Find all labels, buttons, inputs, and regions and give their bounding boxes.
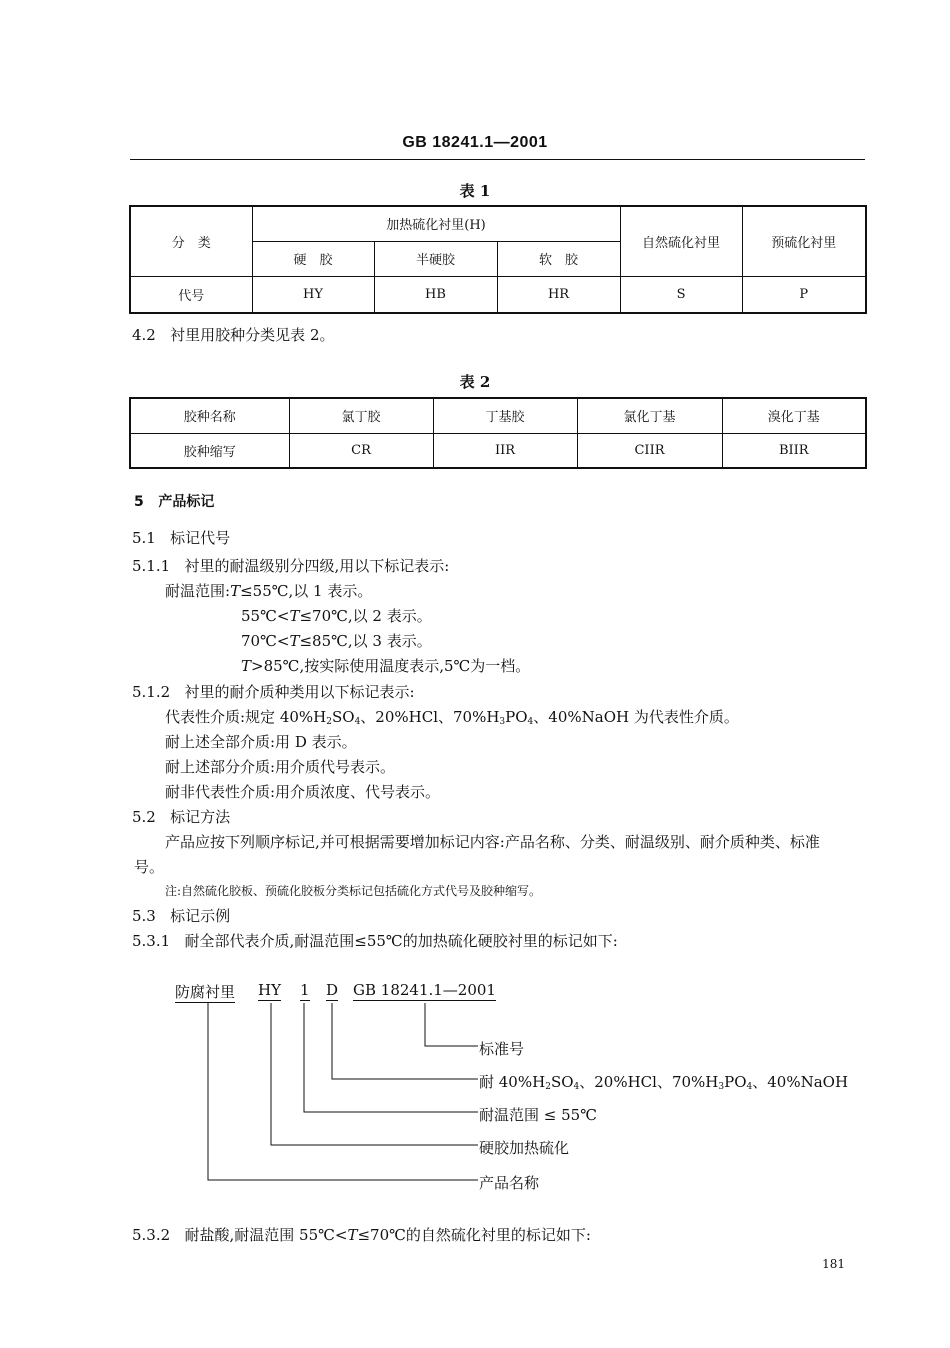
marking-method-para: 产品应按下列顺序标记,并可根据需要增加标记内容:产品名称、分类、耐温级别、耐介质种类、标准 — [165, 833, 820, 851]
table1-category-header: 分 类 — [130, 206, 252, 276]
text: ≤85℃,以 3 表示。 — [299, 632, 432, 650]
marking-note: 注:自然硫化胶板、预硫化胶板分类标记包括硫化方式代号及胶种缩写。 — [165, 884, 542, 898]
text: PO — [724, 1073, 747, 1091]
table2-abbr-cell: CR — [289, 433, 433, 468]
section-number: 5.3.2 — [132, 1226, 171, 1244]
section-title: 标记方法 — [170, 808, 231, 826]
text: ≤70℃,以 2 表示。 — [299, 607, 432, 625]
table1-code-cell: HR — [497, 276, 620, 313]
leader-class — [271, 1003, 478, 1145]
section-number: 4.2 — [132, 326, 156, 344]
text: GB 18241.1—2001 — [353, 981, 496, 999]
table1-code-cell: HB — [374, 276, 497, 313]
table2-name-cell: 氯丁胶 — [289, 398, 433, 433]
table1-semihard-header: 半硬胶 — [374, 241, 497, 276]
section-number: 5 — [134, 494, 144, 510]
text: 、40%NaOH 为代表性介质。 — [533, 708, 739, 726]
subscript: 4 — [573, 1082, 580, 1092]
leader-temp — [304, 1003, 478, 1112]
section-number: 5.1.2 — [132, 683, 171, 701]
table2-abbr-cell: IIR — [433, 433, 577, 468]
subscript: 2 — [545, 1082, 551, 1092]
text: 耐 40%H — [479, 1073, 546, 1091]
diagram-label-hard: 硬胶加热硫化 — [479, 1139, 570, 1157]
section-number: 5.3.1 — [132, 932, 171, 950]
section-title: 产品标记 — [158, 494, 215, 510]
subscript: 4 — [354, 717, 361, 727]
table2-abbr-cell: CIIR — [577, 433, 722, 468]
section-text: 衬里用胶种分类见表 2。 — [170, 326, 335, 344]
text: 、20%HCl、70%H — [360, 708, 500, 726]
diagram-label-standard: 标准号 — [479, 1040, 525, 1058]
symbol-t: T — [241, 657, 252, 675]
text: 、40%NaOH — [752, 1073, 849, 1091]
section-text: 衬里的耐介质种类用以下标记表示: — [184, 683, 415, 701]
page-number: 181 — [822, 1257, 845, 1271]
subscript: 3 — [499, 717, 506, 727]
table1-code-cell: HY — [252, 276, 374, 313]
table2-name-cell: 氯化丁基 — [577, 398, 722, 433]
table2-abbr-label: 胶种缩写 — [130, 433, 289, 468]
text: D — [326, 981, 339, 999]
section-number: 5.1 — [132, 529, 156, 547]
marking-method-para-cont: 号。 — [134, 858, 165, 876]
text: 、20%HCl、70%H — [579, 1073, 719, 1091]
media-all: 耐上述全部介质:用 D 表示。 — [165, 733, 357, 751]
table1-code-label: 代号 — [130, 276, 252, 313]
text: ≤55℃,以 1 表示。 — [240, 582, 373, 600]
subscript: 2 — [326, 717, 332, 727]
text: SO — [331, 708, 355, 726]
text: >85℃,按实际使用温度表示,5℃为一档。 — [251, 657, 531, 675]
symbol-t: T — [347, 1226, 358, 1244]
table2-caption: 表 2 — [459, 373, 491, 391]
diagram-label-product-name: 产品名称 — [479, 1174, 540, 1192]
leader-product-name — [208, 1003, 478, 1180]
media-nonrepresentative: 耐非代表性介质:用介质浓度、代号表示。 — [165, 783, 441, 801]
leader-media — [332, 1003, 478, 1079]
table1-precured-header: 预硫化衬里 — [742, 206, 866, 276]
media-partial: 耐上述部分介质:用介质代号表示。 — [165, 758, 396, 776]
table1-code-cell: S — [620, 276, 742, 313]
table1-heat-cured-header: 加热硫化衬里(H) — [252, 206, 620, 241]
table1-code-cell: P — [742, 276, 866, 313]
text: 防腐衬里 — [175, 983, 236, 1001]
diagram-label-temp: 耐温范围 ≤ 55℃ — [479, 1106, 597, 1124]
text: HY — [258, 981, 281, 999]
table1-caption: 表 1 — [459, 182, 491, 200]
section-text: 耐全部代表介质,耐温范围≤55℃的加热硫化硬胶衬里的标记如下: — [184, 932, 618, 950]
text: 55℃< — [241, 607, 290, 625]
text: ≤70℃的自然硫化衬里的标记如下: — [357, 1226, 591, 1244]
text: SO — [550, 1073, 574, 1091]
table1-hard-header: 硬 胶 — [252, 241, 374, 276]
text: 1 — [300, 981, 310, 999]
text: 耐盐酸,耐温范围 55℃< — [184, 1226, 348, 1244]
symbol-t: T — [289, 607, 300, 625]
section-5-3-2 — [132, 1224, 591, 1245]
text: 代表性介质:规定 40%H — [165, 708, 327, 726]
table1-soft-header: 软 胶 — [497, 241, 620, 276]
symbol-t: T — [230, 582, 241, 600]
section-title: 标记示例 — [170, 907, 231, 925]
subscript: 4 — [746, 1082, 753, 1092]
table1-natural-cured-header: 自然硫化衬里 — [620, 206, 742, 276]
section-number: 5.3 — [132, 907, 156, 925]
text: PO — [505, 708, 528, 726]
section-number: 5.2 — [132, 808, 156, 826]
section-number: 5.1.1 — [132, 557, 171, 575]
table2-abbr-cell: BIIR — [722, 433, 866, 468]
text: 70℃< — [241, 632, 290, 650]
subscript: 4 — [527, 717, 534, 727]
section-title: 标记代号 — [170, 529, 231, 547]
section-text: 衬里的耐温级别分四级,用以下标记表示: — [184, 557, 450, 575]
table2-name-cell: 溴化丁基 — [722, 398, 866, 433]
text: 耐温范围: — [165, 582, 231, 600]
table2-name-label: 胶种名称 — [130, 398, 289, 433]
table2-name-cell: 丁基胶 — [433, 398, 577, 433]
leader-standard — [425, 1003, 478, 1046]
diagram-label-media — [479, 1071, 848, 1092]
symbol-t: T — [289, 632, 300, 650]
standard-header: GB 18241.1—2001 — [402, 134, 548, 151]
subscript: 3 — [718, 1082, 725, 1092]
